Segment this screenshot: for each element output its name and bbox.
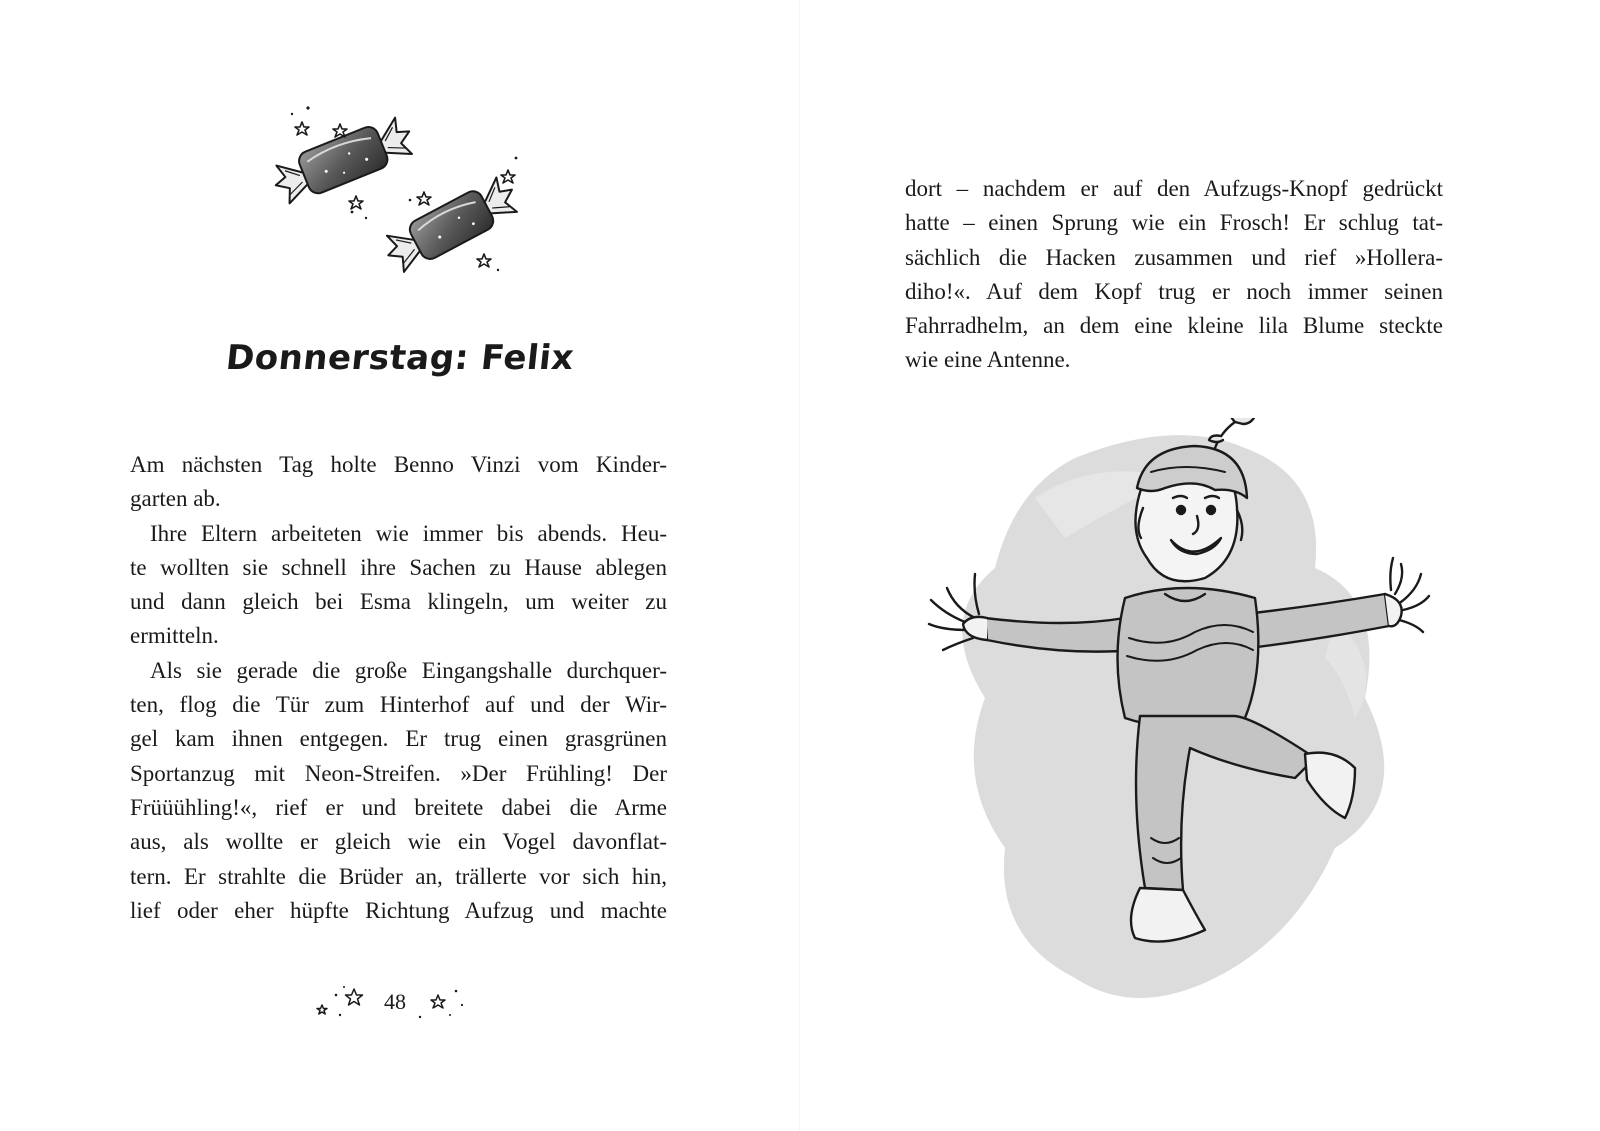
candy-icon: [268, 113, 418, 208]
text-line: te wollten sie schnell ihre Sachen zu Hause ablegen: [130, 554, 667, 580]
text-line: tern. Er strahlte die Brüder an, trällerte vor sich hin,: [130, 863, 667, 889]
right-page: [800, 0, 1600, 1131]
body-text-right: [905, 172, 1443, 378]
text-line: gel kam ihnen entgegen. Er trug einen grasgrünen: [130, 726, 667, 752]
text-line: und dann gleich bei Esma klingeln, um weiter zu: [130, 589, 667, 615]
text-line: dort – nachdem er auf den Aufzugs-Knopf gedrückt: [905, 176, 1443, 201]
text-line: lief oder eher hüpfte Richtung Aufzug und machte: [130, 897, 667, 923]
text-line: garten ab.: [130, 486, 221, 512]
wrapped-candies-illustration: [262, 100, 542, 285]
dancing-man-illustration: [915, 418, 1435, 1018]
page-folio: [310, 985, 480, 1025]
text-line: diho!«. Auf dem Kopf trug er noch immer seinen: [905, 278, 1443, 304]
text-line: wie eine Antenne.: [905, 347, 1071, 373]
text-line: hatte – einen Sprung wie ein Frosch! Er schlug tat-: [905, 210, 1443, 236]
body-text-left: [130, 448, 667, 928]
text-line: ermitteln.: [130, 623, 219, 649]
text-line: Fahrradhelm, an dem eine kleine lila Blume steckte: [905, 313, 1443, 339]
text-line: Als sie gerade die große Eingangshalle durchquer-: [150, 657, 667, 683]
text-line: aus, als wollte er gleich wie ein Vogel davonflat-: [130, 829, 667, 855]
text-line: Am nächsten Tag holte Benno Vinzi vom Kinder-: [130, 452, 667, 477]
text-line: ten, flog die Tür zum Hinterhof auf und der Wir-: [130, 692, 667, 718]
text-line: Ihre Eltern arbeiteten wie immer bis abends. Heu-: [150, 520, 667, 546]
text-line: sächlich die Hacken zusammen und rief »Hollera-: [905, 244, 1443, 270]
text-line: Sportanzug mit Neon-Streifen. »Der Frühling! Der: [130, 760, 667, 786]
chapter-title: Donnerstag: Felix: [224, 338, 576, 378]
text-line: Früüühling!«, rief er und breitete dabei die Arme: [130, 794, 667, 820]
candy-icon: [380, 174, 523, 277]
page-number: 48: [384, 989, 406, 1014]
